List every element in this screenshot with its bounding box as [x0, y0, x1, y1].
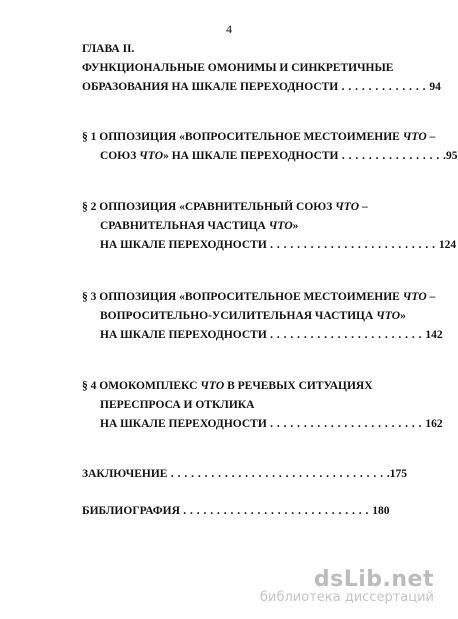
- leader-dots: . . . . . . . . . . . . . . . . . . . . . . . . .: [266, 239, 439, 251]
- section-4-line-2: ПЕРЕСПРОСА И ОТКЛИКА: [100, 399, 255, 411]
- chapter-page: 94: [429, 81, 441, 93]
- bibliography-page: 180: [372, 505, 390, 517]
- section-3-text-2: ВОПРОСИТЕЛЬНО-УСИЛИТЕЛЬНАЯ ЧАСТИЦА: [100, 310, 377, 322]
- leader-dots: . . . . . . . . . . . . . . .: [338, 150, 444, 162]
- section-4-text-3: НА ШКАЛЕ ПЕРЕХОДНОСТИ: [100, 418, 267, 430]
- section-2-italic-2: ЧТО: [268, 220, 293, 232]
- section-3-page: 142: [425, 329, 443, 341]
- section-2-line-3: [100, 238, 457, 253]
- section-3-quote: »: [400, 310, 406, 322]
- section-2-text-2: СРАВНИТЕЛЬНАЯ ЧАСТИЦА: [100, 220, 269, 232]
- section-2-text: § 2 ОППОЗИЦИЯ «СРАВНИТЕЛЬНЫЙ СОЮЗ: [82, 201, 336, 213]
- leader-dots: . . . . . . . . . . . . . . . . . . . . . . . . . . . .: [179, 505, 373, 517]
- section-1-text-3: » НА ШКАЛЕ ПЕРЕХОДНОСТИ: [163, 150, 339, 162]
- section-2-page: 124: [438, 239, 457, 251]
- page-number: 4: [226, 22, 232, 36]
- section-4-page: 162: [425, 418, 443, 430]
- chapter-heading: ГЛАВА II.: [82, 43, 135, 55]
- leader-dots: . . . . . . . . . . . . . . . . . . . . . . .: [266, 418, 426, 430]
- conclusion-page: .175: [386, 468, 407, 480]
- chapter-title-line-1: ФУНКЦИОНАЛЬНЫЕ ОМОНИМЫ И СИНКРЕТИЧНЫЕ: [82, 62, 394, 74]
- section-4-line-3: [100, 417, 443, 432]
- section-2-quote: »: [292, 220, 299, 232]
- section-3-dash: –: [426, 291, 436, 303]
- section-1-page: .95: [443, 150, 458, 162]
- section-3-text-3: НА ШКАЛЕ ПЕРЕХОДНОСТИ: [100, 329, 267, 341]
- section-3-line-1: [82, 290, 436, 305]
- watermark-subtitle: библиотека диссертаций: [260, 590, 434, 605]
- watermark-logo: dsLib.net: [313, 567, 434, 592]
- leader-dots: . . . . . . . . . . . . . . . . . . . . . . .: [266, 329, 426, 341]
- section-2-italic: ЧТО: [335, 201, 360, 213]
- section-1-text-2: СОЮЗ: [100, 150, 140, 162]
- section-1-text: § 1 ОППОЗИЦИЯ «ВОПРОСИТЕЛЬНОЕ МЕСТОИМЕНИЕ: [82, 131, 403, 143]
- conclusion-entry: [82, 467, 412, 482]
- section-4-line-1: [82, 379, 412, 394]
- leader-dots: . . . . . . . . . . . . .: [338, 81, 430, 93]
- section-1-line-1: [82, 130, 436, 145]
- section-3-italic-2: ЧТО: [376, 310, 401, 322]
- section-2-line-1: [82, 200, 412, 215]
- section-2-dash: –: [359, 201, 368, 213]
- section-4-text-2: В РЕЧЕВЫХ СИТУАЦИЯХ: [224, 380, 373, 392]
- section-4-italic: ЧТО: [200, 380, 225, 392]
- section-3-text: § 3 ОППОЗИЦИЯ «ВОПРОСИТЕЛЬНОЕ МЕСТОИМЕНИЕ: [82, 291, 403, 303]
- section-3-italic: ЧТО: [402, 291, 427, 303]
- leader-dots: . . . . . . . . . . . . . . . . . . . . . . . . . . . . . . . .: [167, 468, 387, 480]
- chapter-title-text: ОБРАЗОВАНИЯ НА ШКАЛЕ ПЕРЕХОДНОСТИ: [82, 81, 339, 93]
- section-1-dash: –: [426, 131, 436, 143]
- section-4-text: § 4 ОМОКОМПЛЕКС: [82, 380, 201, 392]
- section-1-italic: ЧТО: [402, 131, 427, 143]
- section-3-line-2: [100, 309, 412, 324]
- section-1-italic-2: ЧТО: [139, 150, 164, 162]
- bibliography-label: БИБЛИОГРАФИЯ: [82, 505, 180, 517]
- conclusion-label: ЗАКЛЮЧЕНИЕ: [82, 468, 168, 480]
- section-1-line-2: [100, 149, 458, 164]
- section-2-line-2: [100, 219, 412, 234]
- watermark: [260, 567, 434, 605]
- section-2-text-3: НА ШКАЛЕ ПЕРЕХОДНОСТИ: [100, 239, 267, 251]
- bibliography-entry: [82, 504, 412, 519]
- chapter-title-line-2: [82, 80, 441, 95]
- section-3-line-3: [100, 328, 443, 343]
